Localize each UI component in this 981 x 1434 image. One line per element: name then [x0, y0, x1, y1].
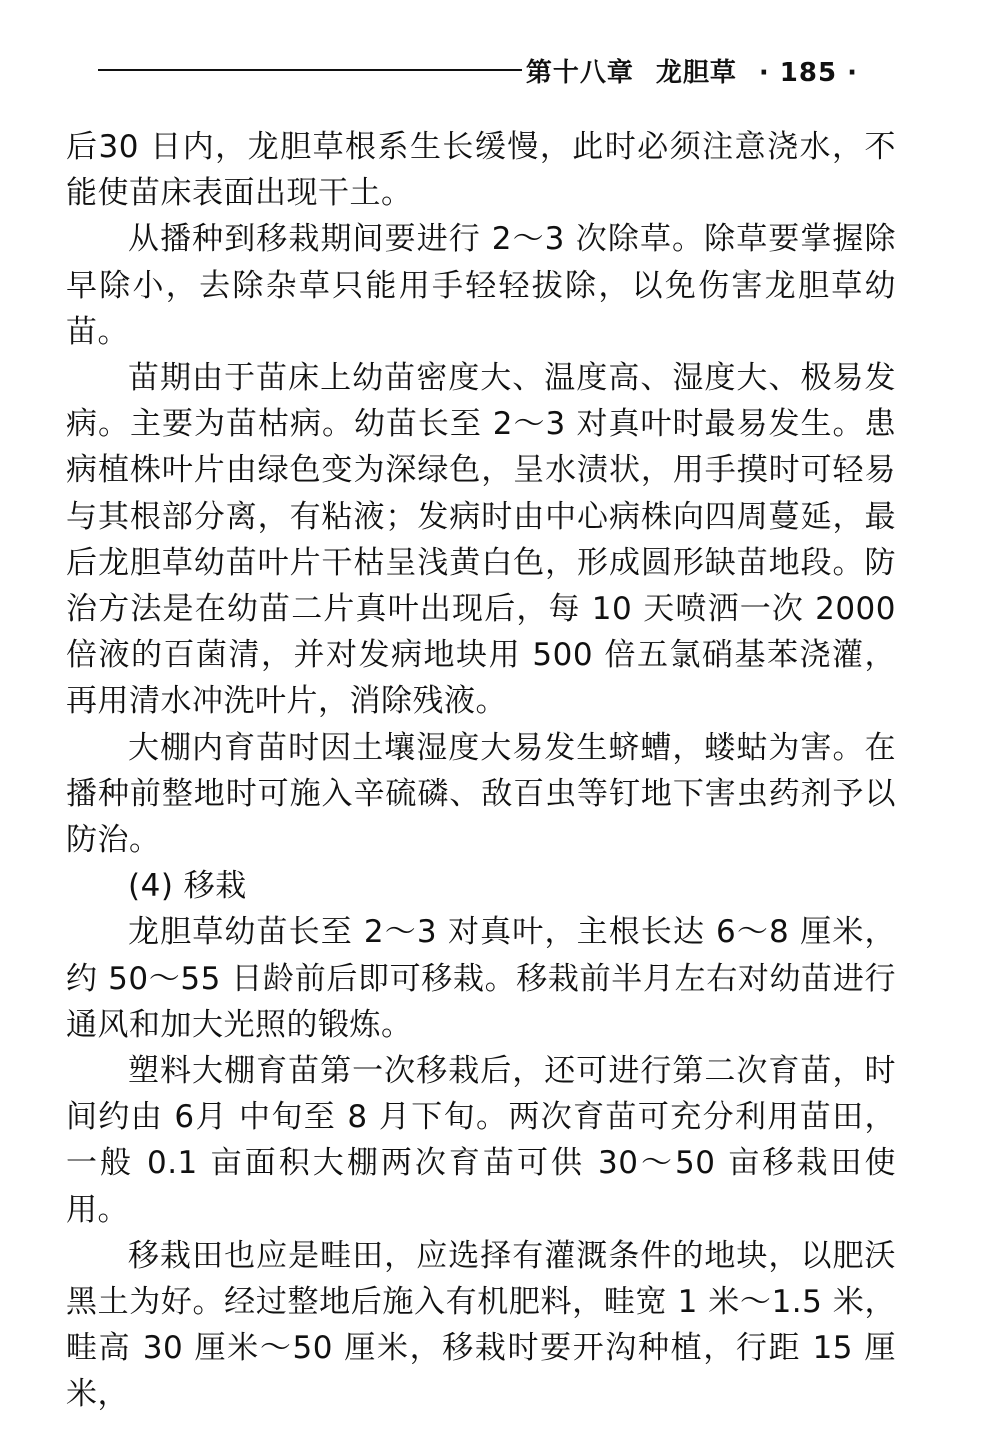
header-rule	[98, 69, 522, 71]
section-heading-transplant: (4) 移栽	[128, 868, 247, 905]
paragraph-5: 龙胆草幼苗长至 2～3 对真叶，主根长达 6～8 厘米，约 50～55 日龄前后即可移栽。移栽前半月左右对幼苗进行通风和加大光照的锻炼。	[66, 914, 896, 1043]
chapter-label: 第十八章	[525, 57, 634, 88]
paragraph-7: 移栽田也应是畦田，应选择有灌溉条件的地块，以肥沃黑土为好。经过整地后施入有机肥料，畦宽 1 米～1.5 米，畦高 30 厘米～50 厘米，移栽时要开沟种植，行距 15 厘米，	[66, 1237, 896, 1413]
chapter-title: 龙胆草	[655, 57, 737, 88]
paragraph-4: 大棚内育苗时因土壤湿度大易发生蛴螬，蝼蛄为害。在播种前整地时可施入辛硫磷、敌百虫等钉地下害虫药剂予以防治。	[66, 729, 896, 859]
running-header	[98, 50, 858, 90]
paragraph-2: 从播种到移栽期间要进行 2～3 次除草。除草要掌握除早除小，去除杂草只能用手轻轻拔除，以免伤害龙胆草幼苗。	[66, 221, 896, 350]
body-text	[66, 124, 896, 1418]
page-number: · 185 ·	[758, 57, 858, 88]
paragraph-6: 塑料大棚育苗第一次移栽后，还可进行第二次育苗，时间约由 6月 中旬至 8 月下旬。两次育苗可充分利用苗田，一般 0.1 亩面积大棚两次育苗可供 30～50 亩移栽田使用。	[66, 1053, 896, 1228]
header-text	[526, 52, 858, 89]
paragraph-3: 苗期由于苗床上幼苗密度大、温度高、湿度大、极易发病。主要为苗枯病。幼苗长至 2～3 对真叶时最易发生。患病植株叶片由绿色变为深绿色，呈水渍状，用手摸时可轻易与其根部分离，有粘液；发病时由中心病株向四周蔓延，最后龙胆草幼苗叶片干枯呈浅黄白色，形成圆形缺苗地段。防治方法是在幼苗二片真叶出现后，每 10 天喷洒一次 2000 倍液的百菌清，并对发病地块用 500 倍五氯硝基苯浇灌，再用清水冲洗叶片，消除残液。	[66, 360, 896, 720]
paragraph-1: 后30 日内，龙胆草根系生长缓慢，此时必须注意浇水，不能使苗床表面出现干土。	[66, 129, 896, 212]
